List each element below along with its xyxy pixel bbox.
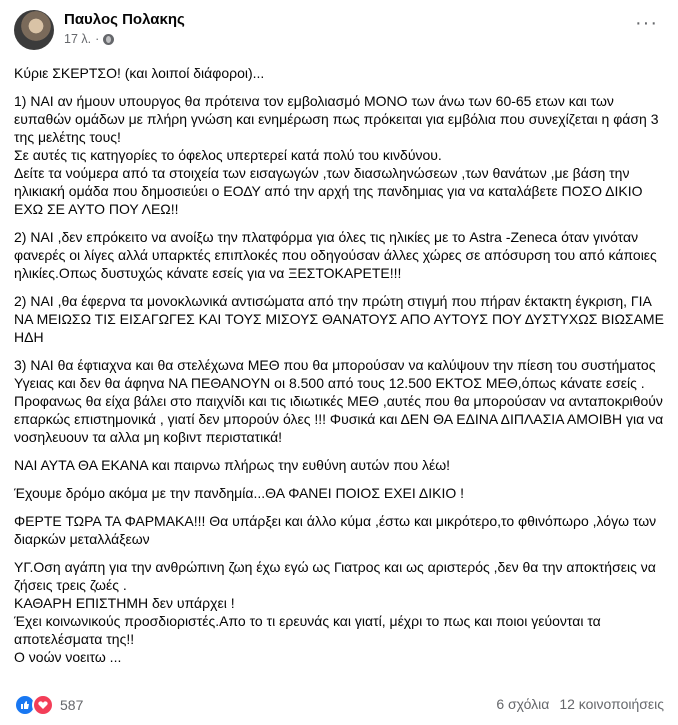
- paragraph: Κύριε ΣΚΕΡΤΣΟ! (και λοιποί διάφοροι)...: [14, 65, 265, 81]
- paragraph: 1) ΝΑΙ αν ήμουν υπουργος θα πρότεινα τον εμβολιασμό ΜΟΝΟ των άνω των 60-65 ετων και των ευπαθών ομάδων με πλήρη γνώση και ενημέρωση πως πρόκειται για εμβόλια που συνεχίζεται η φάση 3 της μελέτης τους! Σε αυτές τις κατηγορίες το όφελος υπερτερεί κατά πολύ του κινδύνου. Δείτε τα νούμερα από τα στοιχεία των εισαγωγών ,των διασωληνώσεων ,των θανάτων ,με βάση την ηλικιακή ομάδα που δημοσιεύει ο ΕΟΔΥ από την αρχή της πανδημιας για να καταλάβετε ΠΟΣΟ ΔΙΚΙΟ ΕΧΩ ΣΕ ΑΥΤΟ ΠΟΥ ΛΕΩ!!: [14, 93, 659, 217]
- paragraph: Έχουμε δρόμο ακόμα με την πανδημία...ΘΑ ΦΑΝΕΙ ΠΟΙΟΣ ΕΧΕΙ ΔΙΚΙΟ !: [14, 485, 465, 501]
- reaction-count: 587: [60, 697, 84, 713]
- paragraph: 3) ΝΑΙ θα έφτιαχνα και θα στελέχωνα ΜΕΘ που θα μπορούσαν να καλύψουν την πίεση του συστήματος Υγειας και δεν θα άφηνα ΝΑ ΠΕΘΑΝΟΥΝ οι 8.500 από τους 12.500 ΕΚΤΟΣ ΜΕΘ,όπως κάνατε εσείς . Προφανως θα είχα βάλει στο παιχνίδι και τις ιδιωτικές ΜΕΘ ,αυτές που θα μπορούσαν να ανταποκριθούν επαρκώς επιστημονικά , γιατί δεν μπορούν όλες !!! Φυσικά και ΔΕΝ ΘΑ ΕΔΙΝΑ ΔΙΠΛΑΣΙΑ ΑΜΟΙΒΗ για να νοσηλευουν τα αλλα μη κοβιντ περιστατικά!: [14, 357, 664, 445]
- more-options-icon[interactable]: ···: [635, 12, 658, 34]
- post-body: [14, 64, 664, 676]
- post-time[interactable]: 17 λ.: [64, 32, 92, 46]
- paragraph: ΥΓ.Οση αγάπη για την ανθρώπινη ζωη έχω εγώ ως Γιατρος και ως αριστερός ,δεν θα την αποκτήσεις να ζήσεις τρεις ζωές . ΚΑΘΑΡΗ ΕΠΙΣΤΗΜΗ δεν υπάρχει ! Έχει κοινωνικούς προσδιοριστές.Απο το τι ερευνάς και γιατί, μέχρι το πως και ποιοι γεύονται τα αποτελέσματα της!! Ο νοών νοειτω ...: [14, 559, 656, 665]
- post-stats: [496, 696, 664, 712]
- comments-count[interactable]: 6 σχόλια: [496, 696, 550, 712]
- post-footer: [14, 692, 664, 718]
- paragraph: 2) ΝΑΙ ,δεν επρόκειτο να ανοίξω την πλατφόρμα για όλες τις ηλικίες με το Astra -Zeneca όταν γινόταν φανερές οι λίγες αλλά υπαρκτές επιπλοκές που οδηγούσαν άλλες χώρες σε απόσυρση του από κάποιες ηλικίες.Οπως δυστυχώς κάνατε εσείς για να ΞΕΣΤΟΚΑΡΕΤΕ!!!: [14, 229, 657, 281]
- paragraph: 2) ΝΑΙ ,θα έφερνα τα μονοκλωνικά αντισώματα από την πρώτη στιγμή που πήραν έκτακτη έγκριση, ΓΙΑ ΝΑ ΜΕΙΩΣΩ ΤΙΣ ΕΙΣΑΓΩΓΕΣ ΚΑΙ ΤΟΥΣ ΜΙΣΟΥΣ ΘΑΝΑΤΟΥΣ ΑΠΟ ΑΥΤΟΥΣ ΠΟΥ ΔΥΣΤΥΧΩΣ ΒΙΩΣΑΜΕ ΗΔΗ: [14, 293, 664, 345]
- author-name[interactable]: Παυλος Πολακης: [64, 11, 185, 28]
- paragraph: ΝΑΙ ΑΥΤΑ ΘΑ ΕΚΑΝΑ και παιρνω πλήρως την ευθύνη αυτών που λέω!: [14, 457, 451, 473]
- post-header: [14, 8, 664, 52]
- heart-icon: [32, 694, 54, 716]
- reactions-summary[interactable]: [14, 694, 83, 716]
- globe-icon: [103, 34, 114, 45]
- shares-count[interactable]: 12 κοινοποιήσεις: [559, 696, 664, 712]
- avatar[interactable]: [14, 10, 54, 50]
- paragraph: ΦΕΡΤΕ ΤΩΡΑ ΤΑ ΦΑΡΜΑΚΑ!!! Θα υπάρξει και άλλο κύμα ,έστω και μικρότερο,το φθινόπωρο ,λόγω των διαρκών μεταλλάξεων: [14, 513, 657, 547]
- post-meta: 17 λ. ·: [64, 32, 114, 46]
